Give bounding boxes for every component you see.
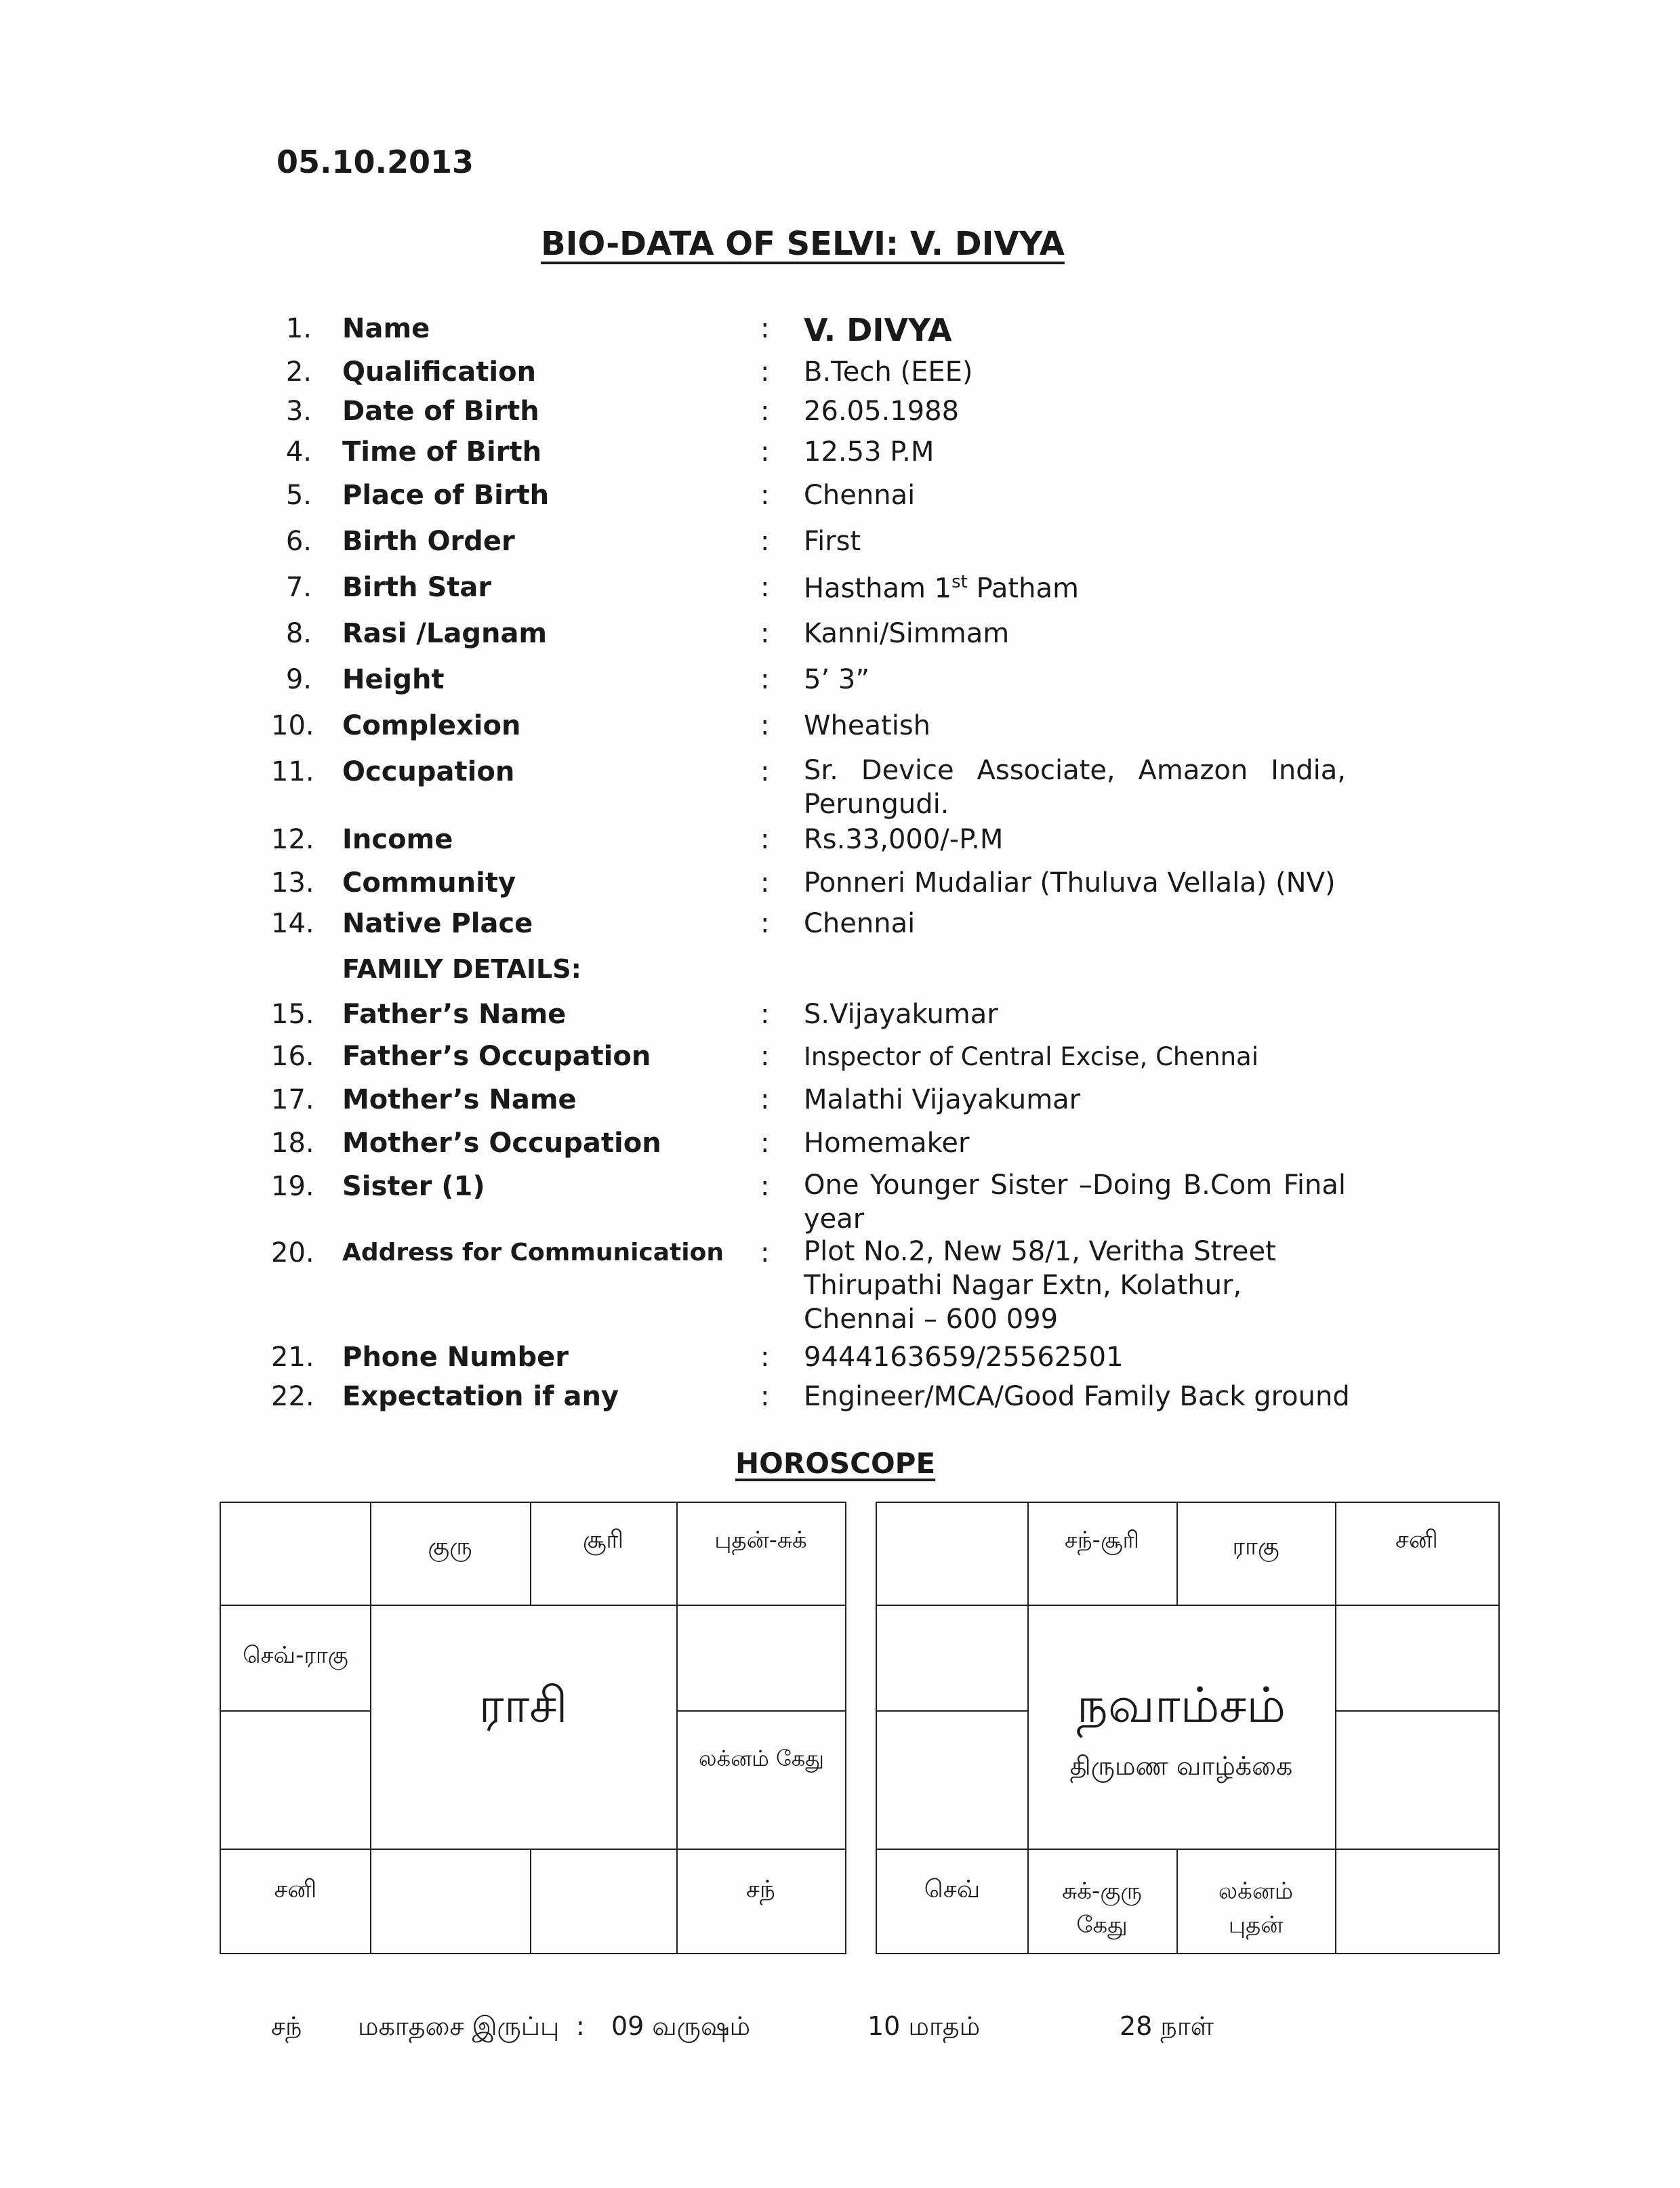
family-details-heading: FAMILY DETAILS: <box>342 954 581 984</box>
row-colon: : <box>760 710 770 741</box>
row-label: Time of Birth <box>342 436 542 468</box>
row-label: Mother’s Name <box>342 1084 577 1115</box>
row-colon: : <box>760 480 770 511</box>
grid-line <box>221 1710 370 1712</box>
dasa-years: 09 வருஷம் <box>611 2011 751 2041</box>
rasi-house-guru: குரு <box>428 1533 472 1561</box>
row-colon: : <box>760 356 770 388</box>
navamsam-house-lagnam-budhan: லக்னம் புதன் <box>1218 1878 1294 1939</box>
row-colon: : <box>760 572 770 603</box>
row-number: 4. <box>285 436 312 468</box>
row-label: Address for Communication <box>342 1239 724 1266</box>
row-label: Father’s Occupation <box>342 1041 651 1072</box>
row-number: 17. <box>271 1084 314 1115</box>
row-value: 9444163659/25562501 <box>804 1342 1124 1373</box>
row-value: Rs.33,000/-P.M <box>804 824 1004 855</box>
row-value: Inspector of Central Excise, Chennai <box>804 1042 1258 1071</box>
row-colon: : <box>760 999 770 1030</box>
row-label: Income <box>342 824 453 855</box>
row-colon: : <box>760 526 770 557</box>
row-value: Chennai <box>804 480 916 511</box>
row-value: Wheatish <box>804 710 931 741</box>
row-label: Birth Star <box>342 572 492 603</box>
grid-line <box>1335 1503 1336 1953</box>
row-value: First <box>804 526 861 557</box>
row-colon: : <box>760 756 770 787</box>
row-label: Complexion <box>342 710 521 741</box>
row-number: 12. <box>271 824 314 855</box>
navamsam-house-sani: சனி <box>1395 1526 1438 1554</box>
dasa-months: 10 மாதம் <box>867 2011 981 2041</box>
rasi-house-budhan-sukra: புதன்-சுக் <box>714 1527 807 1554</box>
row-number: 16. <box>271 1041 314 1072</box>
row-label: Height <box>342 664 445 695</box>
row-value: V. DIVYA <box>804 312 952 348</box>
row-value: Chennai <box>804 908 916 939</box>
row-colon: : <box>760 1342 770 1373</box>
dasa-days: 28 நாள் <box>1120 2011 1214 2041</box>
row-label: Native Place <box>342 908 533 939</box>
row-number: 3. <box>285 396 312 427</box>
row-value: B.Tech (EEE) <box>804 356 973 388</box>
address-line: Plot No.2, New 58/1, Veritha Street <box>804 1236 1276 1267</box>
row-value: Ponneri Mudaliar (Thuluva Vellala) (NV) <box>804 867 1336 899</box>
row-number: 6. <box>285 526 312 557</box>
row-colon: : <box>760 908 770 939</box>
navamsam-center-title: நவாம்சம் <box>1076 1676 1286 1733</box>
dasa-planet: சந் <box>271 2011 302 2041</box>
row-number: 1. <box>285 313 312 344</box>
row-number: 14. <box>271 908 314 939</box>
row-value: 5’ 3” <box>804 664 870 695</box>
row-colon: : <box>760 1128 770 1159</box>
row-value: Sr. Device Associate, Amazon India, Perungudi. <box>804 755 1346 820</box>
row-value: Malathi Vijayakumar <box>804 1084 1081 1115</box>
row-colon: : <box>760 867 770 899</box>
navamsam-house-raagu: ராகு <box>1232 1533 1279 1561</box>
row-label: Occupation <box>342 756 515 787</box>
navamsam-house-san-suri: சந்-சூரி <box>1065 1527 1139 1554</box>
row-number: 22. <box>271 1381 314 1412</box>
row-label: Community <box>342 867 516 899</box>
row-number: 2. <box>285 356 312 388</box>
row-label: Expectation if any <box>342 1381 619 1412</box>
row-value: One Younger Sister –Doing B.Com Final year <box>804 1170 1346 1235</box>
row-colon: : <box>760 618 770 649</box>
row-value: Kanni/Simmam <box>804 618 1010 649</box>
row-value: 12.53 P.M <box>804 436 935 468</box>
row-label: Rasi /Lagnam <box>342 618 548 649</box>
grid-line <box>877 1605 1498 1606</box>
row-label: Place of Birth <box>342 480 550 511</box>
row-number: 11. <box>271 756 314 787</box>
grid-line <box>530 1849 531 1953</box>
grid-line <box>676 1710 845 1712</box>
rasi-chart <box>220 1502 846 1954</box>
birth-star-name: Hastham 1 <box>804 573 952 604</box>
navamsam-subtitle: திருமண வாழ்க்கை <box>1069 1751 1293 1781</box>
navamsam-house-sukra-guru-kethu: சுக்-குரு கேது <box>1062 1878 1142 1939</box>
row-colon: : <box>760 664 770 695</box>
row-colon: : <box>760 396 770 427</box>
address-line: Chennai – 600 099 <box>804 1304 1059 1335</box>
rasi-house-sandhiran: சந் <box>745 1876 776 1903</box>
rasi-house-sev-raagu: செவ்-ராகு <box>243 1642 348 1669</box>
rasi-house-lagnam-kethu: லக்னம் கேது <box>699 1746 824 1771</box>
row-number: 19. <box>271 1171 314 1202</box>
grid-line <box>877 1710 1027 1712</box>
row-label: Qualification <box>342 356 537 388</box>
row-colon: : <box>760 824 770 855</box>
grid-line <box>221 1849 845 1850</box>
address-value <box>804 1235 1276 1336</box>
row-label: Birth Order <box>342 526 515 557</box>
horoscope-heading: HOROSCOPE <box>735 1447 936 1480</box>
row-colon: : <box>760 1041 770 1072</box>
row-label: Sister (1) <box>342 1171 485 1202</box>
row-colon: : <box>760 1381 770 1412</box>
rasi-house-sani: சனி <box>274 1876 317 1903</box>
row-number: 7. <box>285 572 312 603</box>
row-number: 8. <box>285 618 312 649</box>
address-line: Thirupathi Nagar Extn, Kolathur, <box>804 1270 1242 1301</box>
row-value <box>804 572 1079 604</box>
row-number: 13. <box>271 867 314 899</box>
row-value: Engineer/MCA/Good Family Back ground <box>804 1381 1350 1412</box>
row-colon: : <box>760 436 770 468</box>
row-number: 15. <box>271 999 314 1030</box>
dasa-label: மகாதசை இருப்பு <box>358 2011 560 2041</box>
row-value: 26.05.1988 <box>804 396 960 427</box>
birth-star-suffix: Patham <box>967 573 1079 604</box>
row-label: Mother’s Occupation <box>342 1128 661 1159</box>
row-value: S.Vijayakumar <box>804 999 998 1030</box>
row-colon: : <box>760 1084 770 1115</box>
document-date: 05.10.2013 <box>276 144 474 180</box>
row-number: 21. <box>271 1342 314 1373</box>
grid-line <box>221 1605 845 1606</box>
birth-star-superscript: st <box>951 572 968 592</box>
row-colon: : <box>760 1237 770 1268</box>
row-number: 18. <box>271 1128 314 1159</box>
dasa-colon: : <box>576 2011 585 2041</box>
row-label: Phone Number <box>342 1342 569 1373</box>
row-number: 20. <box>271 1237 314 1268</box>
page-title <box>0 225 1680 263</box>
row-label: Date of Birth <box>342 396 539 427</box>
rasi-house-suri: சூரி <box>582 1526 624 1554</box>
rasi-center-title: ராசி <box>478 1676 568 1733</box>
navamsam-house-sev: செவ் <box>924 1876 981 1903</box>
grid-line <box>1335 1710 1498 1712</box>
navamsam-chart <box>876 1502 1500 1954</box>
row-label: Father’s Name <box>342 999 567 1030</box>
row-label: Name <box>342 313 430 344</box>
row-number: 10. <box>271 710 314 741</box>
row-number: 9. <box>285 664 312 695</box>
row-number: 5. <box>285 480 312 511</box>
row-colon: : <box>760 1171 770 1202</box>
row-colon: : <box>760 313 770 344</box>
row-value: Homemaker <box>804 1128 970 1159</box>
grid-line <box>877 1849 1498 1850</box>
grid-line <box>1176 1849 1178 1953</box>
title-text: BIO-DATA OF SELVI: V. DIVYA <box>541 225 1065 263</box>
